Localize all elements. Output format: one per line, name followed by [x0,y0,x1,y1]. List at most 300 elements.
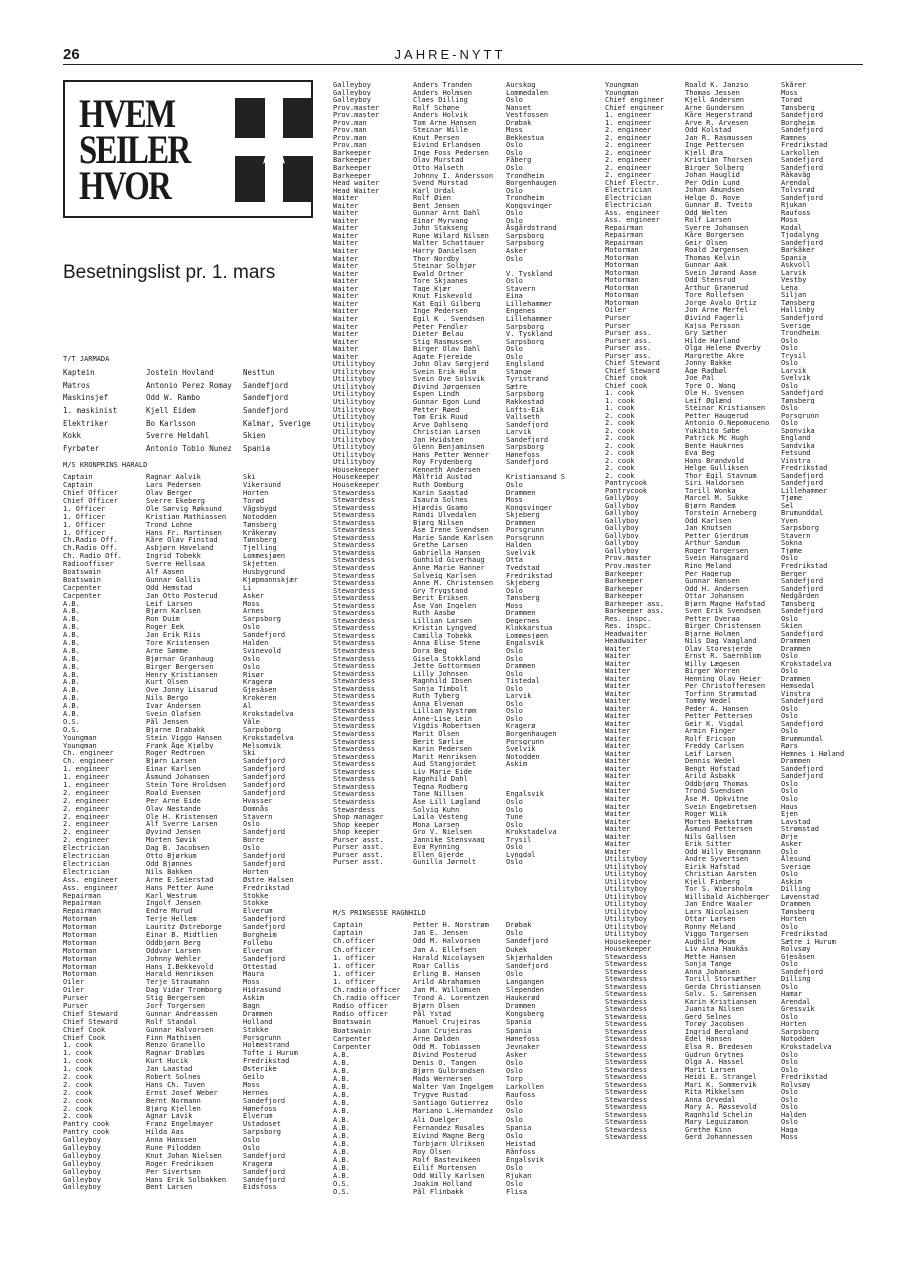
crew-position: Waiter [605,644,631,653]
crew-row [333,954,584,962]
crew-position: Waiter [605,847,631,856]
crew-row [63,836,313,844]
crew-position: Stewardess [605,1005,648,1013]
crew-position: Gallyboy [605,546,639,555]
crew-hometown: Sarpsborg [243,725,281,734]
crew-name: Tore O. Wang [685,381,736,390]
crew-name: Arne Dølden [413,1034,460,1043]
crew-name: Dennis Wedel [685,757,736,765]
crew-row [63,1152,313,1160]
crew-hometown: Otta [506,556,523,564]
crew-row [333,836,584,844]
crew-hometown: Sverige [781,321,811,330]
crew-hometown: Vågsbygd [243,504,277,513]
crew-hometown: Nesttun [243,368,275,378]
crew-position: Purser asst. [333,843,384,851]
crew-row [333,187,584,195]
crew-row [333,813,584,821]
crew-name: Trond Svendsen [685,787,745,795]
crew-row [333,760,584,768]
crew-name: Antonio O.Nepomuceno [685,419,770,427]
crew-position: Waiter [605,659,631,668]
crew-hometown: Oslo [506,216,523,225]
crew-position: A.B. [63,639,80,647]
crew-position: A.B. [63,607,80,616]
crew-position: Stewardess [605,1012,648,1021]
crew-row [605,562,861,570]
crew-position: Utilityboy [333,420,376,429]
crew-name: Marit Olsen [413,730,460,738]
crew-row [333,1010,584,1018]
crew-hometown: Sverige [781,862,811,871]
crew-row [333,172,584,180]
crew-position: Oiler [605,306,627,314]
crew-hometown: Sandefjord [506,420,549,429]
crew-hometown: Notodden [243,512,277,521]
crew-row [333,368,584,376]
crew-row [333,534,584,542]
crew-row [63,813,313,821]
crew-position: Stewardess [333,609,376,617]
crew-row [63,1176,313,1184]
crew-name: Andre Syvertsen [685,855,749,863]
crew-row [63,797,313,805]
crew-row [605,787,861,795]
crew-row [605,848,861,856]
crew-hometown: Oslo [506,707,523,715]
crew-name: Mads Wernersen [413,1075,473,1084]
crew-name: Eivind Magne Berg [413,1131,485,1140]
crew-name: Gunnar Gallis [146,575,201,584]
crew-hometown: Strømstad [781,825,819,833]
crew-row [63,970,313,978]
crew-row [333,790,584,798]
crew-position: Stewardess [605,997,648,1006]
crew-position: Stewardess [333,533,376,542]
crew-hometown: Tyristrand [506,375,549,383]
crew-name: Arve Dahlseng [413,420,468,429]
crew-name: Leif Øglænd [685,396,732,405]
crew-name: Anne Marie Hanner [413,564,485,572]
crew-row [333,806,584,814]
crew-position: Galleyboy [63,1175,101,1184]
crew-row [333,209,584,217]
crew-row [605,1051,861,1059]
crew-row [605,434,861,442]
crew-name: Nils Dag Vaagland [685,637,757,645]
crew-row [605,382,861,390]
crew-row [605,269,861,277]
crew-hometown: Larvik [781,268,807,277]
crew-hometown: Sandefjord [781,697,824,705]
crew-row [63,947,313,955]
crew-row [333,466,584,474]
crew-hometown: Haukerød [506,994,540,1003]
crew-row [333,1116,584,1124]
crew-row [605,1005,861,1013]
crew-row [333,119,584,127]
crew-row [605,126,861,134]
crew-position: 1. cook [63,1057,93,1066]
crew-name: Hans Ch. Tuven [146,1080,206,1089]
crew-row [605,697,861,705]
crew-hometown: Hidrasund [243,986,281,995]
crew-position: Stewardess [333,594,376,602]
crew-name: Audhild Moum [685,937,736,946]
crew-row [333,89,584,97]
crew-name: Rolf Øien [413,194,451,202]
crew-row [605,554,861,562]
crew-name: Inge Pedersen [413,307,468,315]
crew-hometown: Siljan [781,291,807,299]
middle-column [333,81,584,866]
crew-row [333,421,584,429]
crew-row [333,255,584,263]
crew-name: Terje Hellem [146,915,197,924]
crew-row [333,481,584,489]
prinsesse-ragnhild-crew-list-cont [605,81,861,1141]
crew-position: Utilityboy [605,855,648,863]
crew-hometown: Asker [243,591,265,600]
crew-row [605,660,861,668]
crew-name: Manuel Crujeiras [413,1018,481,1027]
crew-hometown: Hallinby [781,306,815,314]
crew-hometown: Englsland [506,360,544,368]
crew-hometown: Krokstadelva [243,733,294,742]
page-subtitle: Besetningslist pr. 1. mars [63,262,276,283]
crew-row [333,549,584,557]
crew-position: Boatswain [63,567,101,576]
crew-position: Stewardess [333,488,376,497]
crew-row [605,757,861,765]
crew-row [63,623,313,631]
crew-row [333,685,584,693]
crew-hometown: Horten [781,1020,807,1028]
crew-name: Hans Petter Aune [146,883,214,892]
crew-row [605,600,861,608]
crew-name: Anne M. Christensen [413,579,494,587]
crew-row [605,1103,861,1111]
crew-name: Robert Solnes [146,1072,201,1081]
crew-hometown: Sandefjord [243,954,286,963]
crew-hometown: Trondheim [781,329,819,337]
crew-position: Motorman [63,938,97,947]
crew-position: 2. engineer [605,148,652,157]
crew-position: Purser [63,1001,89,1010]
crew-position: 2. engineer [63,820,110,829]
star-cross-flag-icon [235,98,313,202]
crew-hometown: Tønsberg [506,594,540,602]
crew-hometown: Kristiansand S [506,473,566,481]
crew-name: Karin Saastad [413,488,468,497]
crew-position: Waiter [333,224,359,232]
crew-name: Juanita Nilsen [685,1005,745,1013]
crew-position: Stewardess [605,1043,648,1051]
crew-row [333,277,584,285]
crew-position: A.B. [333,1156,350,1165]
crew-row [605,863,861,871]
crew-row [605,705,861,713]
crew-position: Waiter [333,314,359,323]
crew-row [63,805,313,813]
crew-hometown: Horten [243,867,269,876]
crew-row [605,960,861,968]
crew-position: Barkeeper [605,584,643,593]
crew-name: Sonja Timbolt [413,684,468,693]
crew-row [333,937,584,945]
crew-position: Prov.master [333,111,380,119]
crew-row [333,1035,584,1043]
crew-name: Anna Elvenan [413,699,464,708]
crew-hometown: Oslo [781,614,798,623]
crew-name: Gudrun Grytnes [685,1050,745,1059]
crew-row [63,1160,313,1168]
crew-name: Bo Karlsson [146,418,196,428]
prinsesse-ragnhild-crew-list [333,921,584,1196]
crew-hometown: Larkollen [506,1083,544,1092]
crew-hometown: Sandefjord [243,1167,286,1176]
crew-hometown: Oslo [506,345,523,353]
crew-position: Chief Cook [63,1033,106,1042]
crew-name: Tom Arne Hansen [413,118,477,127]
crew-name: Bjørn Olsen [413,1002,460,1011]
crew-hometown: Skjeberg [506,579,540,587]
crew-name: Geir K. Vigdal [685,719,745,728]
crew-row [605,337,861,345]
crew-name: Gry Trygstand [413,586,468,595]
crew-position: Waiter [605,794,631,803]
crew-name: Tore Skjaanes [413,277,468,285]
crew-hometown: Borgheim [243,930,277,939]
crew-name: Steinar Kristiansen [685,404,766,412]
crew-position: A.B. [333,1107,350,1116]
crew-row [333,353,584,361]
crew-name: Anna Elise Stene [413,639,481,648]
crew-hometown: Lillehammer [506,299,553,308]
crew-row [63,1049,313,1057]
crew-hometown: Oslo [781,359,798,367]
crew-name: Peter Fendler [413,322,468,331]
crew-hometown: Sandefjord [781,967,824,976]
crew-row [605,780,861,788]
crew-position: 2. engineer [63,788,110,797]
crew-hometown: Hernes [243,1088,269,1097]
crew-position: A.B. [333,1083,350,1092]
crew-position: Chief Cook [63,1025,106,1034]
crew-row [333,1002,584,1010]
crew-name: Sonja Tange [685,960,732,968]
crew-hometown: Lillehammer [506,314,553,323]
crew-position: A.B. [333,1147,350,1156]
crew-hometown: Elverum [243,946,273,955]
crew-hometown: Oslo [243,1144,260,1152]
crew-hometown: Askim [506,760,528,768]
crew-hometown: Arendal [781,997,811,1006]
crew-name: Yukihito Søbe [685,426,740,435]
crew-row [63,899,313,907]
crew-hometown: Fredrikstad [781,1073,828,1081]
crew-position: Stewardess [333,677,376,685]
crew-position: Pantrycook [605,479,648,487]
crew-hometown: Oslo [781,847,798,856]
crew-row [605,194,861,202]
crew-position: A.B. [333,1050,350,1059]
crew-position: Stewardess [333,699,376,708]
crew-name: Gunilla Jørnolt [413,858,477,866]
crew-hometown: Oslo [781,727,798,735]
crew-row [63,1002,313,1010]
crew-row [333,921,584,929]
crew-position: Utilityboy [333,397,376,406]
crew-row [333,224,584,232]
crew-row [333,149,584,157]
crew-row [333,572,584,580]
crew-hometown: Nanset [506,103,532,112]
crew-row [63,726,313,734]
crew-row [333,1132,584,1140]
crew-position: Stewardess [333,775,376,783]
crew-name: Eivind Erlandsen [413,141,481,149]
crew-hometown: Fredrikstad [243,1057,290,1066]
crew-name: Ragnar Aalvik [146,473,201,482]
crew-name: Agnar Lavik [146,1112,193,1121]
crew-hometown: Rjukan [506,1172,532,1181]
crew-name: Jan Knutsen [685,524,732,532]
crew-hometown: Tønsberg [243,536,277,545]
crew-row [333,858,584,866]
crew-hometown: Elverum [243,1112,273,1121]
crew-name: Jon Arne Merfel [685,306,749,314]
crew-name: Ernst Josef Weber [146,1088,218,1097]
crew-hometown: Sandefjord [243,1096,286,1105]
crew-position: Prov.man [333,133,367,142]
crew-position: Utilityboy [333,390,376,398]
crew-position: Purser asst. [333,850,384,859]
crew-name: Dag Vidar Tromborg [146,986,222,995]
crew-position: A.B. [333,1075,350,1084]
crew-hometown: Stavern [243,812,273,821]
crew-position: 2. engineer [605,133,652,142]
crew-row [605,592,861,600]
crew-position: Stewardess [333,692,376,700]
crew-position: Waiter [333,277,359,285]
crew-row [333,496,584,504]
crew-name: Kåre Borgersen [685,231,745,239]
crew-position: Prov.master [333,103,380,112]
crew-hometown: Domnås [243,804,269,813]
crew-row [605,772,861,780]
crew-row [63,860,313,868]
crew-position: Chief Electr. [605,178,660,187]
crew-name: Ragnar Drabløs [146,1049,206,1058]
crew-position: Purser ass. [605,336,652,345]
crew-hometown: Moss [781,88,798,97]
crew-hometown: Yven [781,516,798,525]
crew-row [605,1088,861,1096]
crew-hometown: Sandefjord [243,781,286,789]
crew-hometown: Sandefjord [781,389,824,397]
crew-row [605,156,861,164]
crew-position: Electrician [605,193,652,202]
crew-hometown: Larkollen [781,148,819,157]
crew-hometown: Haus [781,802,798,811]
crew-hometown: Oslo [781,1012,798,1021]
crew-name: Roar Callis [413,961,460,970]
crew-name: Gabriella Hansen [413,548,481,557]
crew-row [605,532,861,540]
crew-position: Galleyboy [333,81,371,89]
crew-position: 1. cook [605,389,635,397]
crew-row [605,622,861,630]
crew-row [333,1067,584,1075]
crew-name: Hans I.Bekkevold [146,962,214,971]
crew-position: Waiter [333,209,359,217]
crew-position: 2. engineer [63,836,110,845]
crew-hometown: Drøbak [506,921,532,930]
crew-position: Waiter [605,764,631,773]
crew-position: 1. Officer [63,512,106,521]
crew-row [605,231,861,239]
crew-name: Dieter Belau [413,330,464,338]
crew-name: Åse Irene Svendsen [413,526,489,534]
crew-row [333,753,584,761]
crew-name: Freddy Carlsen [685,742,745,750]
crew-position: Prov.master [605,562,652,570]
crew-hometown: Jevnaker [506,1042,540,1051]
crew-name: Antonio Perez Romay [146,380,232,390]
crew-name: Thor Nordby [413,254,460,263]
crew-row [605,201,861,209]
crew-position: Stewardess [333,767,376,776]
crew-hometown: Tofte i Hurum [243,1049,298,1058]
crew-position: Stewardess [333,579,376,587]
crew-name: Eva Beg [685,449,715,457]
crew-row [605,314,861,322]
crew-name: Tore Rollefsen [685,291,745,299]
crew-position: Waiter [605,802,631,811]
crew-position: Chief engineer [605,96,665,104]
crew-position: Motorman [605,283,639,292]
crew-hometown: Gressvik [781,1005,815,1013]
running-title: JAHRE-NYTT [394,47,506,62]
crew-hometown: Oslo [506,654,523,663]
crew-name: Pål Jensen [146,717,189,726]
crew-hometown: Engalsvik [506,1156,544,1165]
crew-hometown: Spania [506,1123,532,1132]
crew-row [333,315,584,323]
crew-row [63,1097,313,1105]
crew-row [605,352,861,360]
crew-hometown: Torød [781,96,803,104]
crew-hometown: Oslo [506,352,523,361]
crew-name: Inge Foss Pedersen [413,148,489,157]
crew-position: Waiter [605,704,631,713]
crew-name: Roald Jørgensen [685,246,749,254]
crew-name: Jan M. Willumsen [413,986,481,995]
crew-name: Elsa R. Bredesen [685,1043,753,1051]
crew-hometown: Trysil [781,351,807,360]
crew-hometown: Oslo [506,209,523,217]
crew-name: Tage Kjær [413,284,451,293]
crew-name: Tegna Rodberg [413,782,468,791]
crew-hometown: Tønsberg [243,520,277,529]
crew-position: Stewardess [333,797,376,806]
crew-position: 2. cook [605,426,635,435]
crew-position: Waiter [605,674,631,683]
crew-hometown: Oslo [506,929,523,938]
crew-name: Juan Crujeiras [413,1026,473,1035]
crew-row [63,931,313,939]
